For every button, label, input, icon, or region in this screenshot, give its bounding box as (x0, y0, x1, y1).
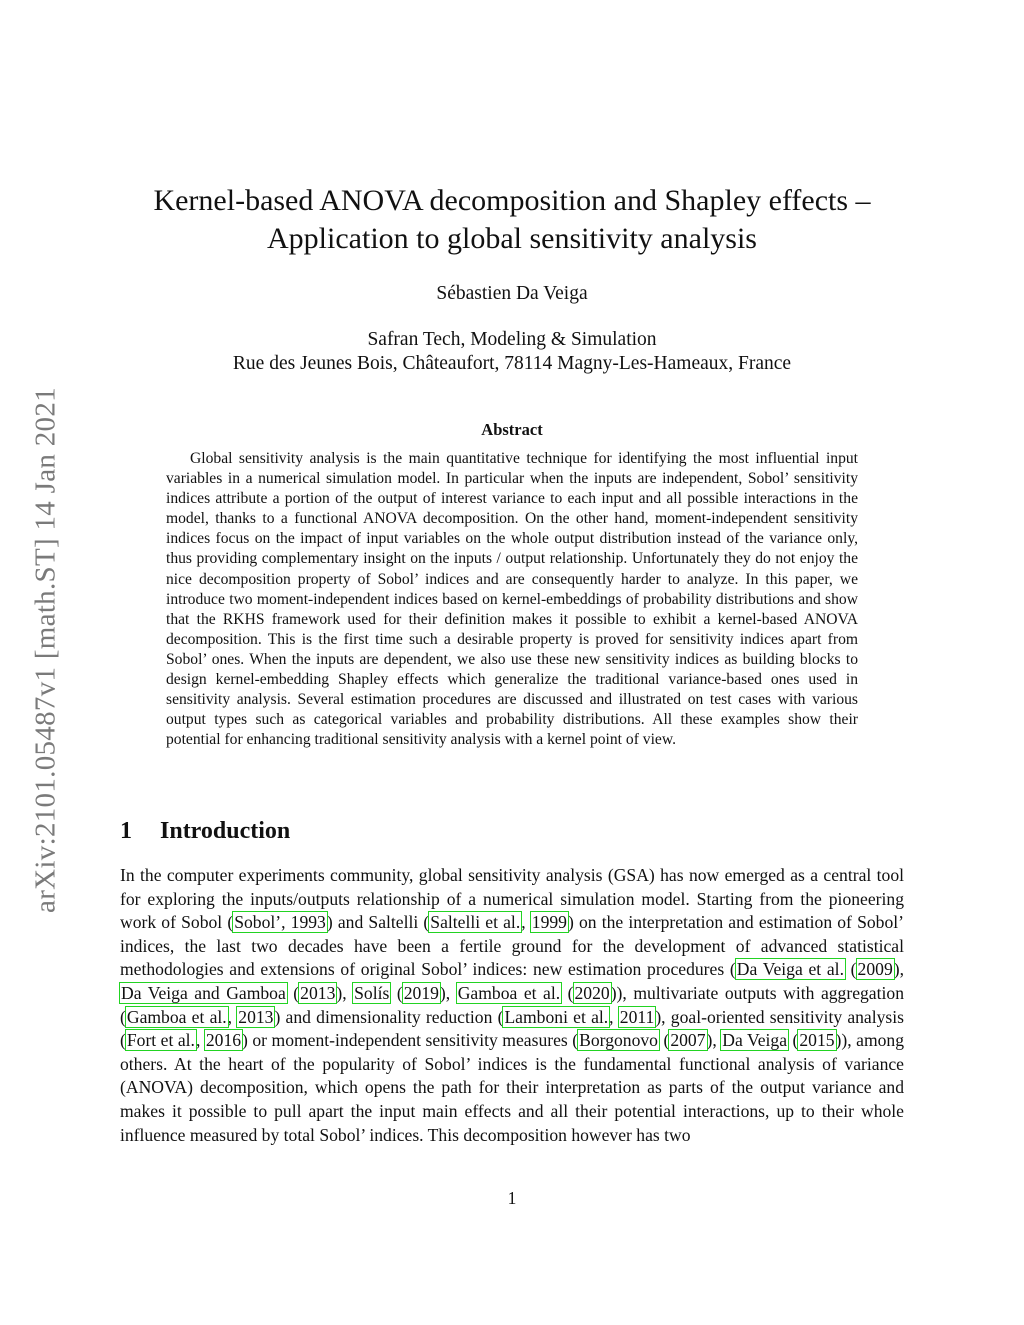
abstract-heading: Abstract (481, 420, 543, 439)
citation-link[interactable]: 2011 (619, 1006, 655, 1027)
paper-title (120, 182, 904, 258)
body-text: ( (286, 982, 300, 1003)
body-text: ), (439, 982, 457, 1003)
body-text: ) and Saltelli ( (326, 912, 430, 933)
paper-title-line-2: Application to global sensitivity analysis (267, 222, 757, 255)
page-number: 1 (507, 1188, 517, 1208)
body-text: ( (561, 982, 574, 1003)
citation-link[interactable]: Da Veiga (722, 1030, 788, 1051)
affiliation-line-2: Rue des Jeunes Bois, Châteaufort, 78114 Magny-Les-Hameaux, France (232, 353, 792, 374)
body-text: ( (788, 1030, 799, 1051)
citation-link[interactable]: 2013 (300, 982, 336, 1003)
citation-link[interactable]: 2007 (670, 1030, 706, 1051)
section-heading-introduction (120, 818, 290, 845)
paper-title-line-1: Kernel-based ANOVA decomposition and Shapley effects – (153, 184, 871, 217)
citation-link[interactable]: Solís (354, 982, 390, 1003)
citation-link[interactable]: 2013 (238, 1006, 274, 1027)
body-text: ), (336, 982, 354, 1003)
body-text: ( (390, 982, 403, 1003)
body-text: ( (844, 959, 857, 980)
citation-link[interactable]: Gamboa et al. (457, 982, 561, 1003)
body-text: ) and dimensionality reduction ( (274, 1006, 504, 1027)
section-number: 1 (120, 818, 132, 844)
arxiv-identifier-stamp (26, 345, 66, 955)
author-name: Sébastien Da Veiga (436, 283, 588, 304)
citation-link[interactable]: 2016 (205, 1030, 242, 1051)
body-text: ) or moment-independent sensitivity measures ( (242, 1030, 579, 1051)
citation-link[interactable]: Sobol’, 1993 (234, 912, 326, 933)
body-text: )), multivariate outputs with aggregation ( (120, 982, 904, 1027)
arxiv-identifier-text: arXiv:2101.05487v1 [math.ST] 14 Jan 2021 (29, 387, 62, 913)
abstract-body: Global sensitivity analysis is the main quantitative technique for identifying the most influential input variables in a numerical simulation model. In particular when the inputs are independent, Sobol’ sensitivity indices attribute a portion of the output of interest variance to each input and all possible interactions in the model, thanks to a functional ANOVA decomposition. On the other hand, moment-independent sensitivity indices focus on the impact of input variables on the whole output distribution instead of the variance only, thus providing complementary insight on the inputs / output relationship. Unfortunately they do not enjoy the nice decomposition property of Sobol’ indices and are consequently harder to analyze. In this paper, we introduce two moment-independent indices based on kernel-embeddings of probability distributions and show that the RKHS framework used for their definition makes it possible to exhibit a kernel-based ANOVA decomposition. This is the first time such a desirable property is proved for sensitivity indices apart from Sobol’ ones. When the inputs are dependent, we also use these new sensitivity indices as building blocks to design kernel-embedding Shapley effects which generalize the traditional variance-based ones used in sensitivity analysis. Several estimation procedures are discussed and illustrated on test cases with various output types such as categorical variables and probability distributions. All these examples show their potential for enhancing traditional sensitivity analysis with a kernel point of view. (166, 450, 858, 749)
citation-link[interactable]: Borgonovo (579, 1030, 658, 1051)
citation-link[interactable]: Da Veiga and Gamboa (121, 982, 286, 1003)
body-text: , (521, 912, 531, 933)
citation-link[interactable]: Fort et al. (126, 1030, 195, 1051)
body-text: ), goal-oriented sensitivity analysis ( (120, 1006, 905, 1051)
body-text: ), (706, 1030, 722, 1051)
citation-link[interactable]: 2019 (403, 982, 439, 1003)
citation-link[interactable]: 2020 (574, 982, 610, 1003)
affiliation-line-1: Safran Tech, Modeling & Simulation (367, 329, 657, 350)
body-text: ) on the interpretation and estimation of Sobol’ indices, the last two decades have been a fertile ground for the development of advanced statistical methodologies and extensions of original Sobol’ indices: new estimation procedures ( (120, 912, 904, 980)
body-text: , (195, 1030, 205, 1051)
body-text: ), (893, 959, 904, 980)
section-title: Introduction (160, 818, 291, 844)
author-affiliation (120, 328, 904, 376)
citation-link[interactable]: Gamboa et al. (126, 1006, 227, 1027)
citation-link[interactable]: 1999 (531, 912, 567, 933)
citation-link[interactable]: 2009 (857, 959, 893, 980)
body-text: , (227, 1006, 238, 1027)
citation-link[interactable]: Da Veiga et al. (736, 959, 844, 980)
body-text: In the computer experiments community, global sensitivity analysis (GSA) has now emerged as a central tool for exploring the inputs/outputs relationship of a numerical simulation model. Starting from the pioneering work of Sobol ( (120, 865, 904, 933)
citation-link[interactable]: Lamboni et al. (504, 1006, 609, 1027)
body-text: ( (658, 1030, 670, 1051)
introduction-paragraph (120, 864, 904, 1147)
citation-link[interactable]: Saltelli et al. (430, 912, 521, 933)
body-text: )), among others. At the heart of the popularity of Sobol’ indices is the fundamental functional analysis of variance (ANOVA) decomposition, which opens the path for their interpretation as parts of the output variance and makes it possible to pull apart the input main effects and all their potential interactions, up to their whole influence measured by total Sobol’ indices. This decomposition however has two (120, 1030, 905, 1145)
body-text: , (609, 1006, 619, 1027)
citation-link[interactable]: 2015 (799, 1030, 835, 1051)
